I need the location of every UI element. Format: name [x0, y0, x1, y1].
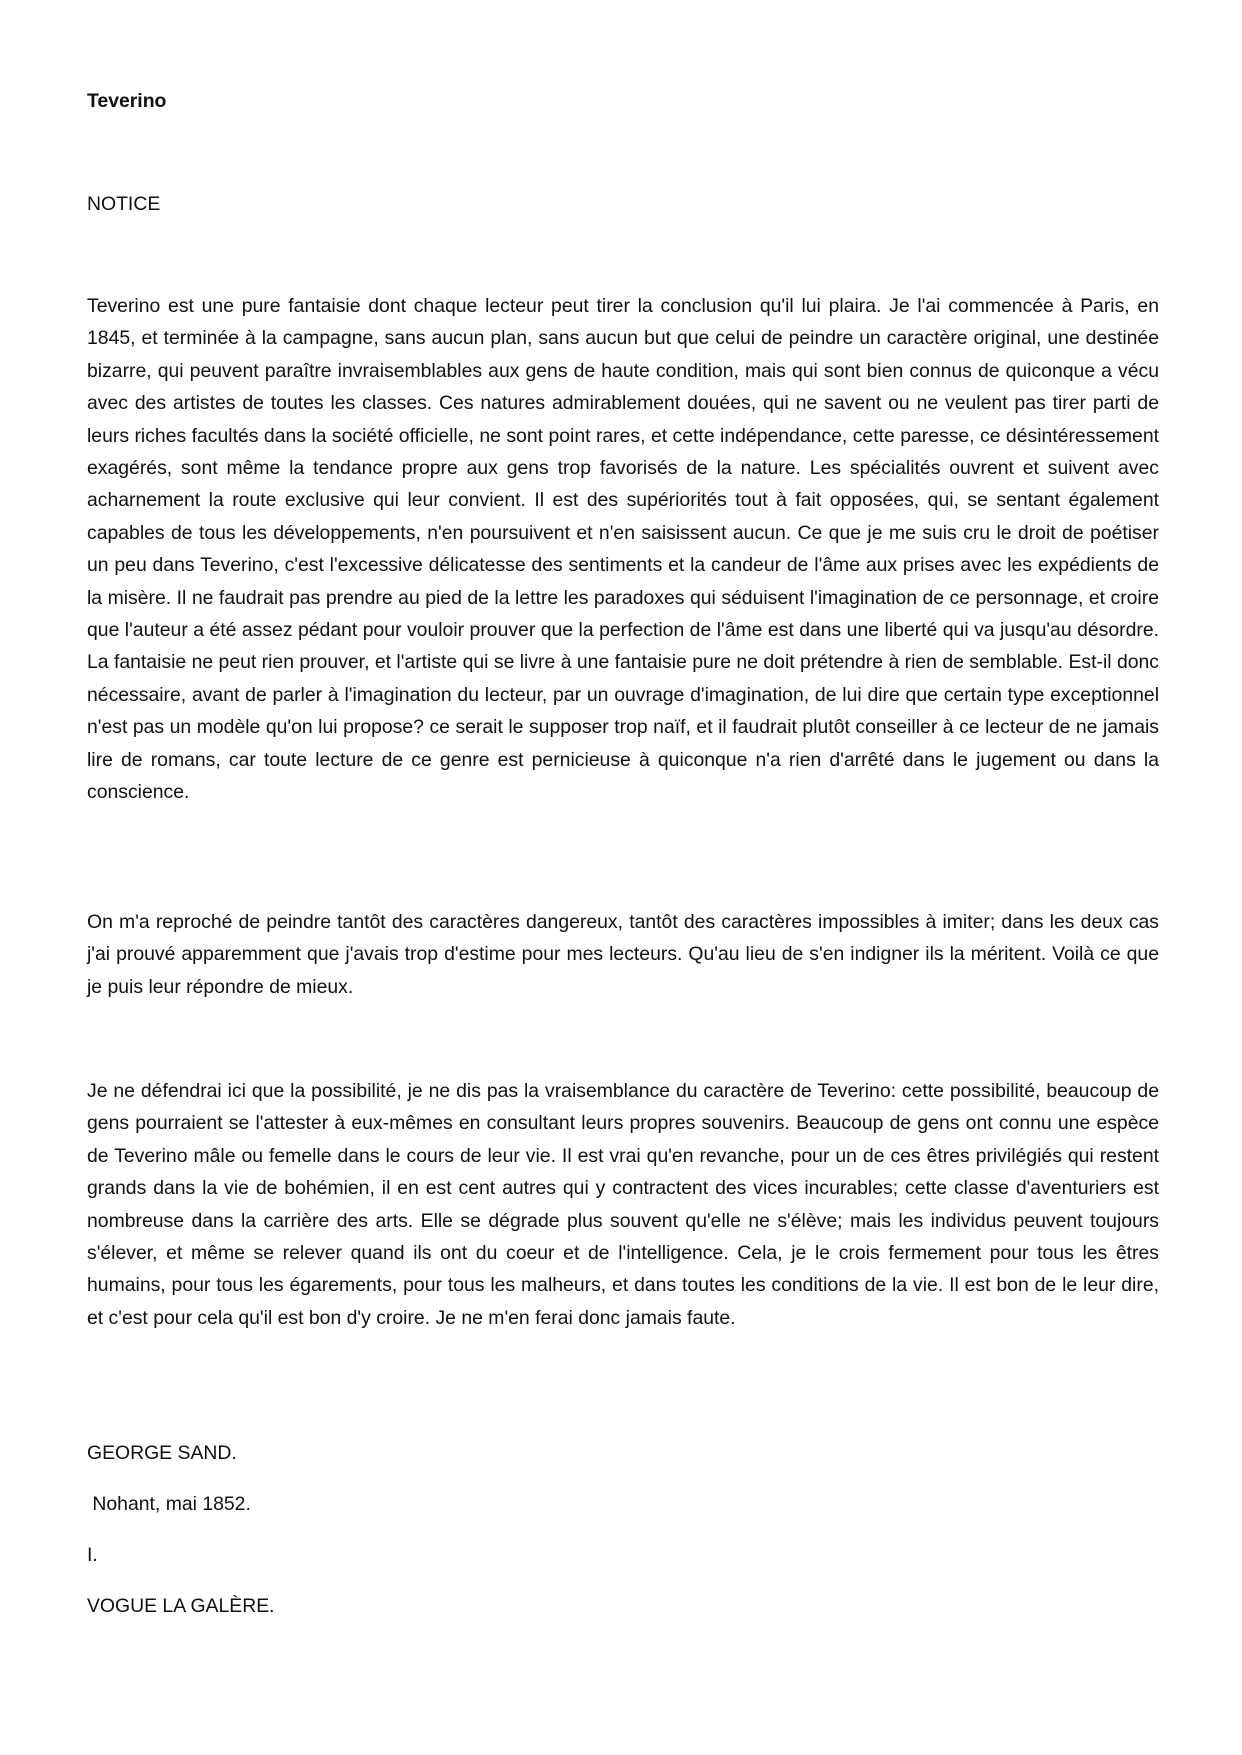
notice-paragraph-1: Teverino est une pure fantaisie dont chaque lecteur peut tirer la conclusion qu'il lui plaira. Je l'ai commencée à Paris, en 1845, et terminée à la campagne, sans aucun plan, sans aucun but que celui de peindre un caractère original, une destinée bizarre, qui peuvent paraître invraisemblables aux gens de haute condition, mais qui sont bien connus de quiconque a vécu avec des artistes de toutes les classes. Ces natures admirablement douées, qui ne savent ou ne veulent pas tirer parti de leurs riches facultés dans la société officielle, ne sont point rares, et cette indépendance, cette paresse, ce désintéressement exagérés, sont même la tendance propre aux gens trop favorisés de la nature. Les spécialités ouvrent et suivent avec acharnement la route exclusive qui leur convient. Il est des supériorités tout à fait opposées, qui, se sentant également capables de tous les développements, n'en poursuivent et n'en saisissent aucun. Ce que je me suis cru le droit de poétiser un peu dans Teverino, c'est l'excessive délicatesse des sentiments et la candeur de l'âme aux prises avec les expédients de la misère. Il ne faudrait pas prendre au pied de la lettre les paradoxes qui séduisent l'imagination de ce personnage, et croire que l'auteur a été assez pédant pour vouloir prouver que la perfection de l'âme est dans une liberté qui va jusqu'au désordre. La fantaisie ne peut rien prouver, et l'artiste qui se livre à une fantaisie pure ne doit prétendre à rien de semblable. Est-il donc nécessaire, avant de parler à l'imagination du lecteur, par un ouvrage d'imagination, de lui dire que certain type exceptionnel n'est pas un modèle qu'on lui propose? ce serait le supposer trop naïf, et il faudrait plutôt conseiller à ce lecteur de ne jamais lire de romans, car toute lecture de ce genre est pernicieuse à quiconque n'a rien d'arrêté dans le jugement ou dans la conscience. [87, 295, 1159, 804]
place-and-date: Nohant, mai 1852. [87, 1493, 251, 1515]
section-heading-notice: NOTICE [87, 193, 161, 215]
notice-paragraph-2: On m'a reproché de peindre tantôt des caractères dangereux, tantôt des caractères impossibles à imiter; dans les deux cas j'ai prouvé apparemment que j'avais trop d'estime pour mes lecteurs. Qu'au lieu de s'en indigner ils la méritent. Voilà ce que je puis leur répondre de mieux. [87, 911, 1159, 998]
notice-paragraph-3: Je ne défendrai ici que la possibilité, je ne dis pas la vraisemblance du caractère de Teverino: cette possibilité, beaucoup de gens pourraient se l'attester à eux-mêmes en consultant leurs propres souvenirs. Beaucoup de gens ont connu une espèce de Teverino mâle ou femelle dans le cours de leur vie. Il est vrai qu'en revanche, pour un de ces êtres privilégiés qui restent grands dans la vie de bohémien, il en est cent autres qui y contractent des vices incurables; cette classe d'aventuriers est nombreuse dans la carrière des arts. Elle se dégrade plus souvent qu'elle ne s'élève; mais les individus peuvent toujours s'élever, et même se relever quand ils ont du coeur et de l'intelligence. Cela, je le crois fermement pour tous les êtres humains, pour tous les égarements, pour tous les malheurs, et dans toutes les conditions de la vie. Il est bon de le leur dire, et c'est pour cela qu'il est bon d'y croire. Je ne m'en ferai donc jamais faute. [87, 1080, 1159, 1329]
author-signature: GEORGE SAND. [87, 1442, 237, 1464]
chapter-number: I. [87, 1544, 98, 1566]
document-title: Teverino [87, 90, 167, 112]
chapter-title: VOGUE LA GALÈRE. [87, 1595, 275, 1617]
